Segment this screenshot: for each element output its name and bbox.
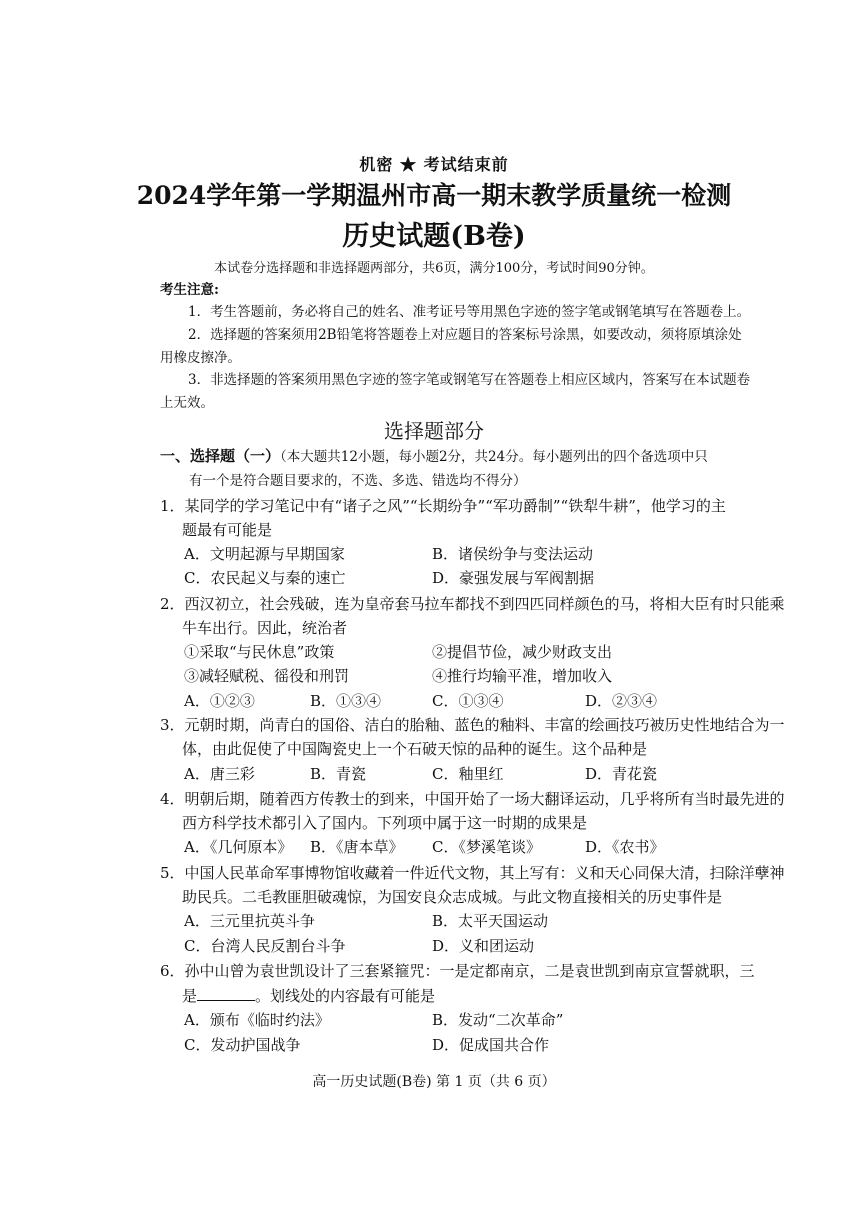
part-description: （本大题共12小题，每小题2分，共24分。每小题列出的四个备选项中只 — [280, 449, 708, 465]
question-4-stem-cont: 西方科学技术都引入了国内。下列项中属于这一时期的成果是 — [182, 814, 588, 832]
question-2-stem-cont: 牛车出行。因此，统治者 — [182, 619, 348, 637]
question-1-stem-cont: 题最有可能是 — [182, 521, 273, 539]
fill-in-blank — [197, 986, 255, 1001]
notice-item-3: 3．非选择题的答案须用黑色字迹的签字笔或钢笔写在答题卷上相应区域内，答案写在本试题卷 — [188, 372, 751, 388]
question-4-option-d: D．《农书》 — [585, 838, 665, 856]
question-2-statement-4: ④推行均输平准，增加收入 — [432, 667, 613, 685]
question-6-stem-cont — [182, 985, 435, 1006]
question-1-stem: 1．某同学的学习笔记中有“诸子之风”“长期纷争”“军功爵制”“铁犁牛耕”，他学习的主 — [160, 497, 726, 515]
question-2-statement-2: ②提倡节俭，减少财政支出 — [432, 643, 613, 661]
question-3-option-c: C．釉里红 — [432, 765, 504, 783]
question-6-option-c: C．发动护国战争 — [184, 1036, 301, 1054]
question-5-stem-cont: 助民兵。二毛教匪胆破魂惊，为国安良众志成城。与此文物直接相关的历史事件是 — [182, 888, 723, 906]
confidential-label: 机密 ★ 考试结束前 — [359, 155, 509, 174]
part-description-cont: 有一个是符合题目要求的，不选、多选、错选均不得分） — [189, 473, 527, 489]
question-4-option-a: A．《几何原本》 — [184, 838, 293, 856]
section-title: 选择题部分 — [384, 419, 484, 443]
question-6-option-b: B．发动“二次革命” — [432, 1011, 564, 1029]
notice-heading: 考生注意: — [160, 282, 219, 298]
question-5-option-c: C．台湾人民反割台斗争 — [184, 937, 346, 955]
exam-title: 2024学年第一学期温州市高一期末教学质量统一检测 — [136, 181, 732, 210]
question-2-option-a: A．①②③ — [184, 692, 255, 710]
question-6-option-d: D．促成国共合作 — [432, 1036, 550, 1054]
question-6-stem: 6．孙中山曾为袁世凯设计了三套紧箍咒：一是定都南京，二是袁世凯到南京宣誓就职，三 — [160, 962, 755, 980]
question-4-option-b: B．《唐本草》 — [310, 838, 404, 856]
question-1-option-a: A．文明起源与早期国家 — [184, 545, 345, 563]
question-3-option-b: B．青瓷 — [310, 765, 367, 783]
exam-subtitle: 历史试题(B卷) — [342, 221, 526, 252]
question-2-statement-1: ①采取“与民休息”政策 — [184, 643, 335, 661]
question-4-stem: 4．明朝后期，随着西方传教士的到来，中国开始了一场大翻译运动，几乎将所有当时最先进的 — [160, 790, 785, 808]
question-3-stem-cont: 体，由此促使了中国陶瓷史上一个石破天惊的品种的诞生。这个品种是 — [182, 740, 648, 758]
question-3-option-a: A．唐三彩 — [184, 765, 255, 783]
part-label: 一、选择题（一） — [160, 447, 281, 465]
notice-item-3-cont: 上无效。 — [160, 395, 214, 411]
question-2-statement-3: ③减轻赋税、徭役和刑罚 — [184, 667, 350, 685]
exam-intro: 本试卷分选择题和非选择题两部分，共6页，满分100分，考试时间90分钟。 — [214, 261, 654, 276]
question-2-option-c: C．①③④ — [432, 692, 504, 710]
question-1-option-c: C．农民起义与秦的速亡 — [184, 569, 346, 587]
question-6-stem-suffix: 。划线处的内容最有可能是 — [255, 987, 436, 1005]
question-5-option-d: D．义和团运动 — [432, 937, 535, 955]
question-2-option-d: D．②③④ — [585, 692, 658, 710]
question-5-stem: 5．中国人民革命军事博物馆收藏着一件近代文物，其上写有：义和天心同保大清，扫除洋孽神 — [160, 864, 785, 882]
question-2-stem: 2．西汉初立，社会残破，连为皇帝套马拉车都找不到四匹同样颜色的马，将相大臣有时只能乘 — [160, 595, 785, 613]
question-3-stem: 3．元朝时期，尚青白的国俗、洁白的胎釉、蓝色的釉料、丰富的绘画技巧被历史性地结合为一 — [160, 716, 785, 734]
notice-item-2-cont: 用橡皮擦净。 — [160, 350, 241, 366]
question-5-option-b: B．太平天国运动 — [432, 912, 549, 930]
question-1-option-b: B．诸侯纷争与变法运动 — [432, 545, 594, 563]
question-4-option-c: C．《梦溪笔谈》 — [432, 838, 541, 856]
question-1-option-d: D．豪强发展与军阀割据 — [432, 569, 595, 587]
question-5-option-a: A．三元里抗英斗争 — [184, 912, 315, 930]
question-3-option-d: D．青花瓷 — [585, 765, 658, 783]
question-6-stem-prefix: 是 — [182, 987, 198, 1005]
question-6-option-a: A．颁布《临时约法》 — [184, 1011, 330, 1029]
notice-item-2: 2．选择题的答案须用2B铅笔将答题卷上对应题目的答案标号涂黑，如要改动，须将原填涂处 — [188, 327, 742, 343]
page-footer: 高一历史试题(B卷) 第 1 页（共 6 页） — [312, 1074, 556, 1090]
question-2-option-b: B．①③④ — [310, 692, 382, 710]
notice-item-1: 1．考生答题前，务必将自己的姓名、准考证号等用黑色字迹的签字笔或钢笔填写在答题卷上。 — [188, 304, 751, 320]
